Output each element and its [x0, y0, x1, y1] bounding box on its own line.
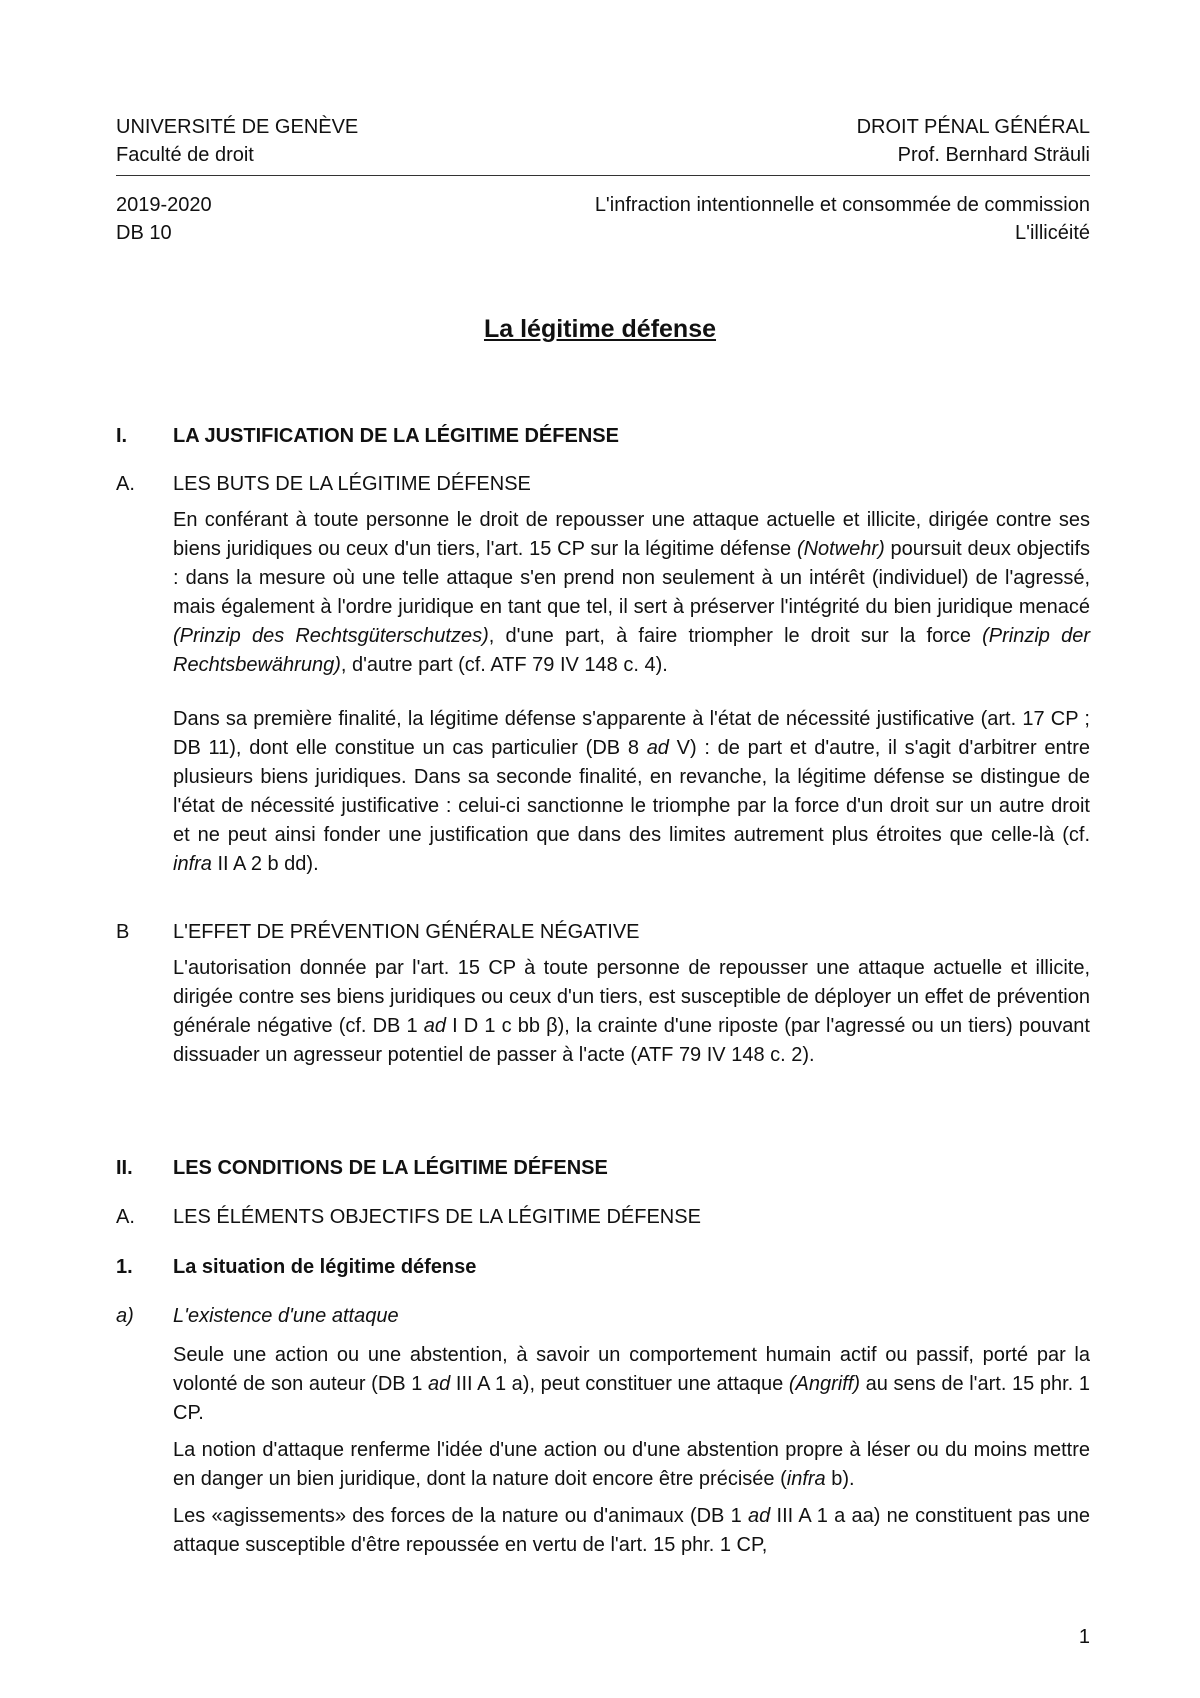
section-number: I. [116, 425, 128, 447]
section-number: II. [116, 1157, 133, 1179]
section-title: LA JUSTIFICATION DE LA LÉGITIME DÉFENSE [173, 425, 619, 447]
course-name: DROIT PÉNAL GÉNÉRAL [856, 116, 1090, 138]
page-number: 1 [1078, 1626, 1090, 1648]
paragraph-4: Seule une action ou une abstention, à savoir un comportement humain actif ou passif, porté par la volonté de son auteur (DB 1 ad III A 1 a), peut constituer une attaque (Angriff) au sens de l'art. 15 phr. 1 CP. [173, 1344, 1090, 1424]
section-number: a) [116, 1305, 134, 1327]
section-number: A. [116, 1206, 135, 1228]
paragraph-6: Les «agissements» des forces de la nature ou d'animaux (DB 1 ad III A 1 a aa) ne constituent pas une attaque susceptible d'être repoussée en vertu de l'art. 15 phr. 1 CP, [173, 1505, 1090, 1556]
header-divider [116, 175, 1090, 176]
chapter-subtopic: L'illicéité [1015, 222, 1090, 244]
paragraph-2: Dans sa première finalité, la légitime défense s'apparente à l'état de nécessité justificative (art. 17 CP ; DB 11), dont elle constitue un cas particulier (DB 8 ad V) : de part et d'autre, il s'agit d'arbitrer entre plusieurs biens juridiques. Dans sa seconde finalité, en revanche, la légitime défense se distingue de l'état de nécessité justificative : celui-ci sanctionne le triomphe par la force d'un droit sur un autre droit et ne peut ainsi fonder une justification que dans des limites autrement plus étroites que celle-là (cf. infra II A 2 b dd). [173, 708, 1090, 875]
faculty-name: Faculté de droit [116, 144, 254, 166]
section-number: 1. [116, 1256, 133, 1278]
paragraph-5: La notion d'attaque renferme l'idée d'une action ou d'une abstention propre à léser ou du moins mettre en danger un bien juridique, dont la nature doit encore être précisée (infra b). [173, 1439, 1090, 1490]
university-name: UNIVERSITÉ DE GENÈVE [116, 116, 359, 138]
section-title: L'existence d'une attaque [173, 1305, 399, 1327]
section-title: LES ÉLÉMENTS OBJECTIFS DE LA LÉGITIME DÉFENSE [173, 1206, 701, 1228]
section-title: LES BUTS DE LA LÉGITIME DÉFENSE [173, 473, 531, 495]
chapter-topic: L'infraction intentionnelle et consommée de commission [594, 194, 1090, 216]
document-title: La légitime défense [483, 315, 717, 343]
section-title: L'EFFET DE PRÉVENTION GÉNÉRALE NÉGATIVE [173, 921, 640, 943]
professor-name: Prof. Bernhard Sträuli [897, 144, 1090, 166]
academic-year: 2019-2020 [116, 194, 212, 216]
paragraph-1: En conférant à toute personne le droit de repousser une attaque actuelle et illicite, dirigée contre ses biens juridiques ou ceux d'un tiers, l'art. 15 CP sur la légitime défense (Notwehr) poursuit deux objectifs : dans la mesure où une telle attaque s'en prend non seulement à un intérêt (individuel) de l'agressé, mais également à l'ordre juridique en tant que tel, il sert à préserver l'intégrité du bien juridique menacé (Prinzip des Rechtsgüterschutzes), d'une part, à faire triompher le droit sur la force (Prinzip der Rechtsbewährung), d'autre part (cf. ATF 79 IV 148 c. 4). [173, 509, 1091, 676]
section-title: LES CONDITIONS DE LA LÉGITIME DÉFENSE [173, 1157, 608, 1179]
db-number: DB 10 [116, 222, 172, 244]
paragraph-3: L'autorisation donnée par l'art. 15 CP à toute personne de repousser une attaque actuelle et illicite, dirigée contre ses biens juridiques ou ceux d'un tiers, est susceptible de déployer un effet de prévention générale négative (cf. DB 1 ad I D 1 c bb β), la crainte d'une riposte (par l'agressé ou un tiers) pouvant dissuader un agresseur potentiel de passer à l'acte (ATF 79 IV 148 c. 2). [173, 957, 1090, 1066]
section-number: B [116, 921, 130, 943]
section-title: La situation de légitime défense [173, 1256, 477, 1278]
section-number: A. [116, 473, 135, 495]
